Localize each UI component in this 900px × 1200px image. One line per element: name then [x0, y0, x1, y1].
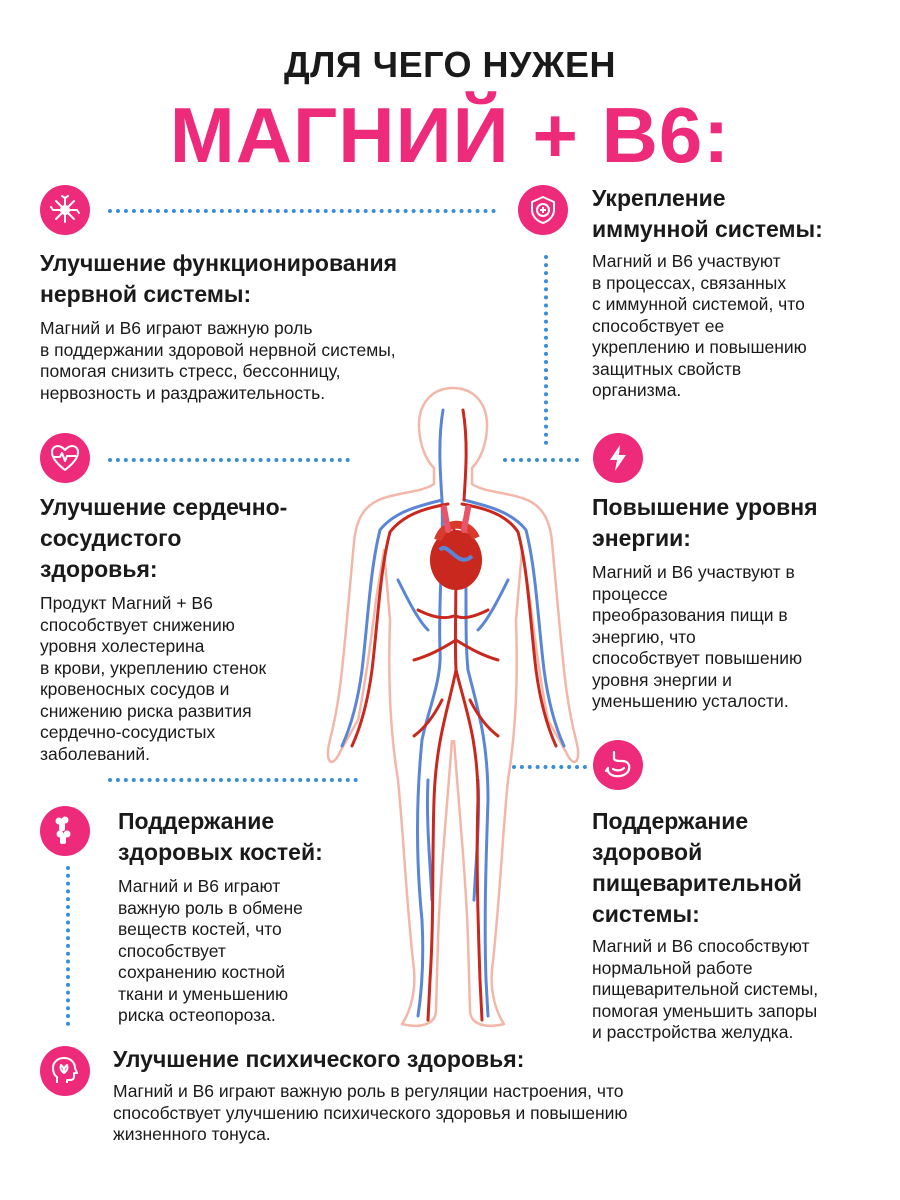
- connector-line: [108, 209, 496, 213]
- bone-joint-icon: [49, 815, 81, 847]
- section-heading: Улучшение психического здоровья:: [113, 1046, 525, 1072]
- section-heading: Укрепление иммунной системы:: [592, 185, 823, 242]
- connector-line: [108, 458, 350, 462]
- cardio-section: [40, 492, 350, 765]
- section-heading: Повышение уровня энергии:: [592, 494, 818, 551]
- page-title-line1: ДЛЯ ЧЕГО НУЖЕН: [284, 44, 616, 85]
- section-heading: Поддержание здоровой пищеварительной системы:: [592, 808, 802, 927]
- shield-cross-icon: [527, 194, 559, 226]
- neuron-icon: [49, 194, 81, 226]
- section-text: Продукт Магний + В6 способствует снижению уровня холестерина в крови, укреплению стенок кровеносных сосудов и снижению риска развития сердечно-сосудистых заболеваний.: [40, 593, 267, 764]
- lightning-icon: [602, 442, 634, 474]
- section-text: Магний и В6 участвуют в процессе преобразования пищи в энергию, что способствует повышению уровня энергии и уменьшению усталости.: [592, 562, 803, 711]
- cardio-icon-badge: [40, 433, 90, 483]
- section-text: Магний и В6 играют важную роль в обмене веществ костей, что способствует сохранению костной ткани и уменьшению риска остеопороза.: [118, 876, 303, 1025]
- section-text: Магний и В6 играют важную роль в поддержании здоровой нервной системы, помогая снизить стресс, бессонницу, нервозность и раздражительность.: [40, 318, 396, 403]
- immune-section: [592, 183, 882, 402]
- digestive-section: [592, 806, 882, 1044]
- section-heading: Улучшение функционирования нервной системы:: [40, 250, 398, 307]
- mental-icon-badge: [40, 1046, 90, 1096]
- digestive-icon-badge: [593, 740, 643, 790]
- section-heading: Улучшение сердечно- сосудистого здоровья:: [40, 494, 288, 582]
- energy-section: [592, 492, 882, 713]
- bones-icon-badge: [40, 806, 90, 856]
- section-heading: Поддержание здоровых костей:: [118, 808, 323, 865]
- mental-section: [113, 1044, 873, 1146]
- section-text: Магний и В6 играют важную роль в регуляции настроения, что способствует улучшению психического здоровья и повышению жизненного тонуса.: [113, 1081, 628, 1144]
- connector-line: [66, 866, 70, 1026]
- section-text: Магний и В6 способствуют нормальной работе пищеварительной системы, помогая уменьшить запоры и расстройства желудка.: [592, 936, 819, 1042]
- energy-icon-badge: [593, 433, 643, 483]
- nervous-system-icon-badge: [40, 185, 90, 235]
- stomach-icon: [602, 749, 634, 781]
- immune-icon-badge: [518, 185, 568, 235]
- head-lotus-icon: [49, 1055, 81, 1087]
- bones-section: [118, 806, 378, 1027]
- nervous-system-section: [40, 248, 500, 404]
- page-title-line2: МАГНИЙ + В6:: [169, 91, 731, 179]
- heart-pulse-icon: [49, 442, 81, 474]
- section-text: Магний и В6 участвуют в процессах, связанных с иммунной системой, что способствует ее укреплению и повышению защитных свойств организма.: [592, 251, 807, 400]
